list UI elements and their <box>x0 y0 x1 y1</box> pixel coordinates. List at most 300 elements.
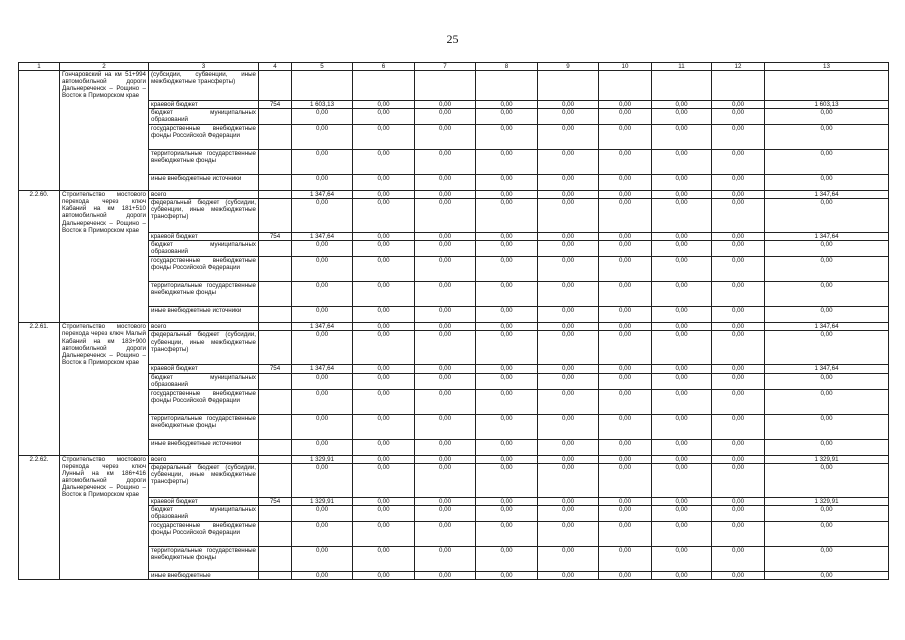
year-value: 0,00 <box>712 439 765 455</box>
funding-source: всего <box>149 323 259 331</box>
total-value: 0,00 <box>765 150 889 175</box>
total-value: 0,00 <box>765 546 889 571</box>
year-value: 0,00 <box>476 497 538 505</box>
total-value: 0,00 <box>765 389 889 414</box>
year-value: 0,00 <box>712 414 765 439</box>
year-value: 0,00 <box>415 463 476 497</box>
total-value: 0,00 <box>765 521 889 546</box>
year-value: 0,00 <box>353 191 415 199</box>
year-value: 0,00 <box>476 414 538 439</box>
total-value <box>765 71 889 101</box>
header-cell: 4 <box>259 63 292 71</box>
funding-source: всего <box>149 455 259 463</box>
year-value: 0,00 <box>353 331 415 365</box>
year-value: 0,00 <box>353 307 415 323</box>
year-value: 1 329,91 <box>292 497 353 505</box>
year-value: 0,00 <box>712 109 765 125</box>
year-value: 0,00 <box>652 101 712 109</box>
year-value: 0,00 <box>476 101 538 109</box>
year-value: 0,00 <box>415 439 476 455</box>
year-value: 0,00 <box>538 175 599 191</box>
year-value: 0,00 <box>415 199 476 233</box>
total-value: 0,00 <box>765 199 889 233</box>
year-value: 0,00 <box>712 546 765 571</box>
year-value: 0,00 <box>538 125 599 150</box>
total-value: 0,00 <box>765 414 889 439</box>
year-value: 0,00 <box>712 257 765 282</box>
year-value <box>353 71 415 101</box>
table-row <box>19 150 889 175</box>
year-value: 0,00 <box>652 505 712 521</box>
year-value: 0,00 <box>712 373 765 389</box>
table-row <box>19 307 889 323</box>
budget-code: 754 <box>259 497 292 505</box>
year-value: 0,00 <box>652 125 712 150</box>
year-value: 0,00 <box>476 373 538 389</box>
year-value: 0,00 <box>353 497 415 505</box>
table-row <box>19 241 889 257</box>
year-value: 0,00 <box>538 191 599 199</box>
year-value: 0,00 <box>476 463 538 497</box>
funding-source: всего <box>149 191 259 199</box>
year-value: 0,00 <box>476 199 538 233</box>
year-value: 0,00 <box>353 233 415 241</box>
budget-code: 754 <box>259 365 292 373</box>
year-value: 0,00 <box>538 331 599 365</box>
year-value: 0,00 <box>292 282 353 307</box>
year-value: 1 347,64 <box>292 365 353 373</box>
table-row <box>19 505 889 521</box>
item-code <box>19 71 60 191</box>
year-value <box>415 71 476 101</box>
year-value: 0,00 <box>538 109 599 125</box>
year-value: 0,00 <box>292 463 353 497</box>
year-value: 0,00 <box>599 373 652 389</box>
table-row <box>19 175 889 191</box>
budget-code <box>259 241 292 257</box>
year-value: 0,00 <box>599 497 652 505</box>
table-row <box>19 365 889 373</box>
funding-source: территориальные государственные внебюджетные фонды <box>149 150 259 175</box>
year-value: 0,00 <box>599 175 652 191</box>
year-value: 0,00 <box>353 521 415 546</box>
year-value: 0,00 <box>538 505 599 521</box>
header-cell: 5 <box>292 63 353 71</box>
year-value: 0,00 <box>599 365 652 373</box>
year-value: 0,00 <box>652 414 712 439</box>
year-value: 0,00 <box>712 241 765 257</box>
year-value: 0,00 <box>415 571 476 579</box>
year-value: 0,00 <box>652 497 712 505</box>
item-code: 2.2.60. <box>19 191 60 323</box>
year-value: 0,00 <box>712 389 765 414</box>
year-value: 0,00 <box>476 125 538 150</box>
year-value: 0,00 <box>353 505 415 521</box>
year-value: 0,00 <box>652 241 712 257</box>
budget-code <box>259 505 292 521</box>
year-value: 0,00 <box>599 323 652 331</box>
year-value: 0,00 <box>476 365 538 373</box>
year-value: 0,00 <box>353 323 415 331</box>
table-row <box>19 546 889 571</box>
year-value: 0,00 <box>652 323 712 331</box>
year-value <box>652 71 712 101</box>
budget-code <box>259 71 292 101</box>
year-value: 0,00 <box>353 101 415 109</box>
year-value: 0,00 <box>599 125 652 150</box>
funding-source: краевой бюджет <box>149 233 259 241</box>
funding-source: краевой бюджет <box>149 365 259 373</box>
year-value: 0,00 <box>353 463 415 497</box>
year-value: 0,00 <box>415 191 476 199</box>
funding-source: краевой бюджет <box>149 101 259 109</box>
budget-code <box>259 463 292 497</box>
header-cell: 12 <box>712 63 765 71</box>
table-row <box>19 101 889 109</box>
year-value: 0,00 <box>415 101 476 109</box>
year-value: 0,00 <box>712 323 765 331</box>
table-row <box>19 439 889 455</box>
year-value: 0,00 <box>538 257 599 282</box>
year-value: 1 347,64 <box>292 233 353 241</box>
budget-code <box>259 150 292 175</box>
table-row <box>19 463 889 497</box>
year-value: 0,00 <box>599 199 652 233</box>
year-value: 0,00 <box>712 571 765 579</box>
year-value: 0,00 <box>652 463 712 497</box>
year-value: 0,00 <box>476 505 538 521</box>
year-value: 0,00 <box>599 331 652 365</box>
budget-code <box>259 323 292 331</box>
year-value: 0,00 <box>712 455 765 463</box>
year-value: 0,00 <box>292 331 353 365</box>
year-value: 0,00 <box>712 199 765 233</box>
year-value: 0,00 <box>476 331 538 365</box>
total-value: 1 347,64 <box>765 365 889 373</box>
year-value: 0,00 <box>353 282 415 307</box>
header-cell: 2 <box>60 63 149 71</box>
year-value: 0,00 <box>538 323 599 331</box>
total-value: 0,00 <box>765 439 889 455</box>
budget-code <box>259 455 292 463</box>
year-value: 0,00 <box>538 521 599 546</box>
year-value: 0,00 <box>476 571 538 579</box>
year-value: 0,00 <box>353 414 415 439</box>
year-value: 0,00 <box>538 150 599 175</box>
year-value: 0,00 <box>292 109 353 125</box>
year-value: 0,00 <box>415 109 476 125</box>
table-row <box>19 389 889 414</box>
year-value: 0,00 <box>599 505 652 521</box>
year-value <box>538 71 599 101</box>
year-value: 0,00 <box>599 241 652 257</box>
budget-code <box>259 191 292 199</box>
budget-code <box>259 439 292 455</box>
year-value: 0,00 <box>476 439 538 455</box>
table-row <box>19 109 889 125</box>
year-value: 0,00 <box>652 331 712 365</box>
year-value: 0,00 <box>292 241 353 257</box>
item-description: Строительство мостового перехода через ключ Кабаний на км 181+510 автомобильной дороги Дальнереченск – Рощино – Восток в Приморском крае <box>60 191 149 323</box>
total-value: 0,00 <box>765 331 889 365</box>
year-value: 0,00 <box>415 521 476 546</box>
year-value: 0,00 <box>538 101 599 109</box>
funding-source: федеральный бюджет (субсидии, субвенции, иные межбюджетные трансферты) <box>149 331 259 365</box>
item-description: Строительство мостового перехода через ключ Лунный на км 186+416 автомобильной дороги Дальнереченск – Рощино – Восток в Приморском крае <box>60 455 149 579</box>
year-value: 0,00 <box>353 373 415 389</box>
year-value: 0,00 <box>652 439 712 455</box>
year-value: 0,00 <box>712 101 765 109</box>
total-value: 0,00 <box>765 463 889 497</box>
total-value: 1 603,13 <box>765 101 889 109</box>
header-cell: 8 <box>476 63 538 71</box>
table-row <box>19 199 889 233</box>
year-value: 0,00 <box>353 125 415 150</box>
year-value: 0,00 <box>599 439 652 455</box>
year-value: 0,00 <box>476 323 538 331</box>
year-value: 0,00 <box>712 521 765 546</box>
funding-source: территориальные государственные внебюджетные фонды <box>149 546 259 571</box>
year-value: 0,00 <box>415 257 476 282</box>
funding-source: территориальные государственные внебюджетные фонды <box>149 414 259 439</box>
year-value: 0,00 <box>652 373 712 389</box>
item-code: 2.2.62. <box>19 455 60 579</box>
table-row <box>19 331 889 365</box>
year-value: 0,00 <box>292 175 353 191</box>
year-value: 0,00 <box>712 125 765 150</box>
budget-table <box>18 62 889 580</box>
table-row <box>19 497 889 505</box>
total-value: 0,00 <box>765 125 889 150</box>
year-value: 0,00 <box>712 497 765 505</box>
total-value: 0,00 <box>765 282 889 307</box>
funding-source: федеральный бюджет (субсидии, субвенции, иные межбюджетные трансферты) <box>149 199 259 233</box>
year-value: 0,00 <box>538 307 599 323</box>
year-value <box>292 71 353 101</box>
year-value: 0,00 <box>652 109 712 125</box>
total-value: 0,00 <box>765 373 889 389</box>
year-value: 0,00 <box>353 365 415 373</box>
year-value: 0,00 <box>415 150 476 175</box>
year-value: 0,00 <box>476 389 538 414</box>
year-value: 0,00 <box>652 199 712 233</box>
year-value: 1 329,91 <box>292 455 353 463</box>
total-value: 0,00 <box>765 109 889 125</box>
page-number: 25 <box>446 32 459 46</box>
year-value: 0,00 <box>415 331 476 365</box>
year-value: 0,00 <box>652 233 712 241</box>
year-value: 0,00 <box>712 463 765 497</box>
year-value: 0,00 <box>353 241 415 257</box>
year-value: 0,00 <box>353 571 415 579</box>
table-row <box>19 373 889 389</box>
year-value: 0,00 <box>415 373 476 389</box>
table-row <box>19 282 889 307</box>
total-value: 1 347,64 <box>765 233 889 241</box>
table-body <box>19 63 889 580</box>
header-cell: 9 <box>538 63 599 71</box>
table-row <box>19 191 889 199</box>
year-value: 0,00 <box>599 463 652 497</box>
table-row <box>19 323 889 331</box>
year-value: 0,00 <box>415 389 476 414</box>
year-value: 0,00 <box>652 191 712 199</box>
year-value: 0,00 <box>538 241 599 257</box>
year-value: 0,00 <box>292 373 353 389</box>
year-value: 0,00 <box>599 307 652 323</box>
funding-source: иные внебюджетные <box>149 571 259 579</box>
budget-code <box>259 571 292 579</box>
year-value: 0,00 <box>353 109 415 125</box>
table-row <box>19 455 889 463</box>
item-description: Гончаровский на км 51+994 автомобильной дороги Дальнереченск – Рощино – Восток в Приморском крае <box>60 71 149 191</box>
funding-source: бюджет муниципальных образований <box>149 109 259 125</box>
year-value <box>599 71 652 101</box>
year-value: 1 347,64 <box>292 191 353 199</box>
year-value: 0,00 <box>652 307 712 323</box>
year-value: 0,00 <box>538 233 599 241</box>
year-value: 0,00 <box>476 521 538 546</box>
year-value: 0,00 <box>476 233 538 241</box>
budget-code <box>259 199 292 233</box>
year-value: 0,00 <box>538 439 599 455</box>
year-value: 0,00 <box>599 233 652 241</box>
year-value: 0,00 <box>353 257 415 282</box>
year-value: 0,00 <box>415 175 476 191</box>
year-value: 0,00 <box>476 175 538 191</box>
header-cell: 11 <box>652 63 712 71</box>
year-value: 0,00 <box>476 546 538 571</box>
header-cell: 6 <box>353 63 415 71</box>
year-value: 0,00 <box>476 191 538 199</box>
year-value: 0,00 <box>599 546 652 571</box>
year-value: 0,00 <box>292 199 353 233</box>
year-value: 0,00 <box>476 282 538 307</box>
year-value: 0,00 <box>652 546 712 571</box>
funding-source: государственные внебюджетные фонды Российской Федерации <box>149 125 259 150</box>
year-value: 0,00 <box>599 282 652 307</box>
year-value: 1 603,13 <box>292 101 353 109</box>
header-cell: 7 <box>415 63 476 71</box>
table-row <box>19 125 889 150</box>
year-value: 0,00 <box>599 414 652 439</box>
total-value: 1 347,64 <box>765 323 889 331</box>
year-value: 0,00 <box>353 439 415 455</box>
funding-source: бюджет муниципальных образований <box>149 373 259 389</box>
year-value: 0,00 <box>415 323 476 331</box>
funding-source: бюджет муниципальных образований <box>149 241 259 257</box>
year-value: 0,00 <box>652 571 712 579</box>
total-value: 0,00 <box>765 307 889 323</box>
budget-code <box>259 373 292 389</box>
total-value: 0,00 <box>765 241 889 257</box>
total-value: 0,00 <box>765 571 889 579</box>
table-row <box>19 71 889 101</box>
year-value: 0,00 <box>292 546 353 571</box>
year-value: 0,00 <box>415 307 476 323</box>
year-value: 0,00 <box>476 455 538 463</box>
year-value: 0,00 <box>599 389 652 414</box>
year-value: 0,00 <box>599 150 652 175</box>
year-value: 0,00 <box>599 257 652 282</box>
year-value: 0,00 <box>652 282 712 307</box>
year-value: 0,00 <box>712 150 765 175</box>
total-value: 0,00 <box>765 505 889 521</box>
budget-code <box>259 175 292 191</box>
year-value: 0,00 <box>292 125 353 150</box>
year-value: 0,00 <box>538 282 599 307</box>
total-value: 1 329,91 <box>765 497 889 505</box>
funding-source: (субсидии, субвенции, иные межбюджетные трансферты) <box>149 71 259 101</box>
year-value: 0,00 <box>292 571 353 579</box>
year-value: 0,00 <box>599 191 652 199</box>
year-value: 0,00 <box>353 175 415 191</box>
funding-source: иные внебюджетные источники <box>149 307 259 323</box>
budget-code: 754 <box>259 233 292 241</box>
table-row <box>19 414 889 439</box>
year-value: 0,00 <box>476 307 538 323</box>
year-value: 0,00 <box>538 414 599 439</box>
year-value: 0,00 <box>415 233 476 241</box>
year-value: 0,00 <box>292 257 353 282</box>
table-row <box>19 521 889 546</box>
funding-source: бюджет муниципальных образований <box>149 505 259 521</box>
year-value: 0,00 <box>292 439 353 455</box>
year-value: 0,00 <box>599 109 652 125</box>
budget-code: 754 <box>259 101 292 109</box>
year-value: 0,00 <box>599 571 652 579</box>
total-value: 0,00 <box>765 175 889 191</box>
year-value: 0,00 <box>538 463 599 497</box>
year-value: 0,00 <box>415 365 476 373</box>
year-value: 0,00 <box>712 505 765 521</box>
year-value: 1 347,64 <box>292 323 353 331</box>
year-value: 0,00 <box>353 150 415 175</box>
year-value: 0,00 <box>652 455 712 463</box>
header-row <box>19 63 889 71</box>
year-value: 0,00 <box>415 241 476 257</box>
budget-code <box>259 257 292 282</box>
year-value: 0,00 <box>538 455 599 463</box>
total-value: 0,00 <box>765 257 889 282</box>
year-value: 0,00 <box>538 199 599 233</box>
year-value: 0,00 <box>538 365 599 373</box>
budget-code <box>259 331 292 365</box>
year-value: 0,00 <box>292 150 353 175</box>
funding-source: федеральный бюджет (субсидии, субвенции, иные межбюджетные трансферты) <box>149 463 259 497</box>
year-value: 0,00 <box>712 233 765 241</box>
year-value: 0,00 <box>538 546 599 571</box>
year-value: 0,00 <box>599 521 652 546</box>
funding-source: государственные внебюджетные фонды Российской Федерации <box>149 389 259 414</box>
budget-code <box>259 546 292 571</box>
year-value: 0,00 <box>415 414 476 439</box>
header-cell: 3 <box>149 63 259 71</box>
header-cell: 13 <box>765 63 889 71</box>
year-value: 0,00 <box>652 389 712 414</box>
year-value <box>712 71 765 101</box>
year-value: 0,00 <box>415 497 476 505</box>
year-value: 0,00 <box>415 546 476 571</box>
year-value: 0,00 <box>415 505 476 521</box>
year-value: 0,00 <box>652 257 712 282</box>
year-value: 0,00 <box>476 150 538 175</box>
year-value: 0,00 <box>538 497 599 505</box>
table-row <box>19 571 889 579</box>
year-value: 0,00 <box>292 414 353 439</box>
year-value: 0,00 <box>599 101 652 109</box>
year-value: 0,00 <box>292 521 353 546</box>
